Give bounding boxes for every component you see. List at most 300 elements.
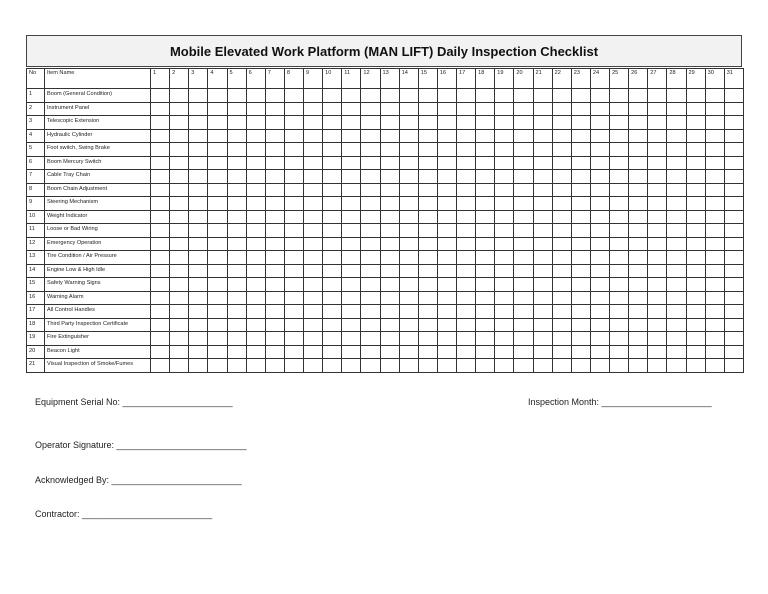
day-check-cell[interactable]: [552, 170, 571, 184]
day-check-cell[interactable]: [437, 251, 456, 265]
day-check-cell[interactable]: [686, 102, 705, 116]
day-check-cell[interactable]: [686, 345, 705, 359]
day-check-cell[interactable]: [705, 143, 724, 157]
day-check-cell[interactable]: [457, 170, 476, 184]
day-check-cell[interactable]: [552, 197, 571, 211]
day-check-cell[interactable]: [533, 156, 552, 170]
day-check-cell[interactable]: [457, 318, 476, 332]
day-check-cell[interactable]: [151, 156, 170, 170]
day-check-cell[interactable]: [208, 305, 227, 319]
day-check-cell[interactable]: [533, 224, 552, 238]
day-check-cell[interactable]: [399, 332, 418, 346]
day-check-cell[interactable]: [437, 305, 456, 319]
day-check-cell[interactable]: [361, 305, 380, 319]
day-check-cell[interactable]: [476, 116, 495, 130]
day-check-cell[interactable]: [552, 251, 571, 265]
day-check-cell[interactable]: [629, 170, 648, 184]
day-check-cell[interactable]: [151, 102, 170, 116]
day-check-cell[interactable]: [629, 318, 648, 332]
day-check-cell[interactable]: [533, 183, 552, 197]
day-check-cell[interactable]: [533, 129, 552, 143]
day-check-cell[interactable]: [246, 305, 265, 319]
day-check-cell[interactable]: [514, 359, 533, 373]
day-check-cell[interactable]: [208, 278, 227, 292]
day-check-cell[interactable]: [399, 129, 418, 143]
day-check-cell[interactable]: [533, 170, 552, 184]
day-check-cell[interactable]: [457, 224, 476, 238]
day-check-cell[interactable]: [418, 318, 437, 332]
day-check-cell[interactable]: [476, 197, 495, 211]
day-check-cell[interactable]: [495, 237, 514, 251]
day-check-cell[interactable]: [724, 170, 743, 184]
day-check-cell[interactable]: [476, 143, 495, 157]
day-check-cell[interactable]: [629, 345, 648, 359]
day-check-cell[interactable]: [648, 224, 667, 238]
day-check-cell[interactable]: [418, 102, 437, 116]
day-check-cell[interactable]: [514, 332, 533, 346]
day-check-cell[interactable]: [686, 318, 705, 332]
day-check-cell[interactable]: [476, 291, 495, 305]
day-check-cell[interactable]: [648, 210, 667, 224]
day-check-cell[interactable]: [418, 170, 437, 184]
day-check-cell[interactable]: [170, 345, 189, 359]
day-check-cell[interactable]: [552, 237, 571, 251]
day-check-cell[interactable]: [208, 224, 227, 238]
day-check-cell[interactable]: [514, 102, 533, 116]
day-check-cell[interactable]: [724, 224, 743, 238]
day-check-cell[interactable]: [323, 156, 342, 170]
day-check-cell[interactable]: [590, 116, 609, 130]
day-check-cell[interactable]: [476, 278, 495, 292]
day-check-cell[interactable]: [227, 359, 246, 373]
day-check-cell[interactable]: [342, 197, 361, 211]
day-check-cell[interactable]: [361, 183, 380, 197]
day-check-cell[interactable]: [265, 237, 284, 251]
day-check-cell[interactable]: [457, 359, 476, 373]
day-check-cell[interactable]: [418, 345, 437, 359]
day-check-cell[interactable]: [590, 224, 609, 238]
day-check-cell[interactable]: [208, 251, 227, 265]
day-check-cell[interactable]: [705, 291, 724, 305]
day-check-cell[interactable]: [590, 197, 609, 211]
day-check-cell[interactable]: [399, 143, 418, 157]
day-check-cell[interactable]: [457, 89, 476, 103]
day-check-cell[interactable]: [380, 318, 399, 332]
day-check-cell[interactable]: [667, 332, 686, 346]
day-check-cell[interactable]: [495, 89, 514, 103]
day-check-cell[interactable]: [323, 89, 342, 103]
day-check-cell[interactable]: [724, 183, 743, 197]
day-check-cell[interactable]: [284, 291, 303, 305]
day-check-cell[interactable]: [724, 318, 743, 332]
day-check-cell[interactable]: [686, 170, 705, 184]
day-check-cell[interactable]: [476, 129, 495, 143]
day-check-cell[interactable]: [227, 197, 246, 211]
day-check-cell[interactable]: [571, 116, 590, 130]
day-check-cell[interactable]: [304, 237, 323, 251]
day-check-cell[interactable]: [590, 278, 609, 292]
day-check-cell[interactable]: [571, 264, 590, 278]
day-check-cell[interactable]: [151, 129, 170, 143]
day-check-cell[interactable]: [246, 345, 265, 359]
day-check-cell[interactable]: [495, 305, 514, 319]
day-check-cell[interactable]: [246, 318, 265, 332]
day-check-cell[interactable]: [457, 237, 476, 251]
day-check-cell[interactable]: [457, 264, 476, 278]
day-check-cell[interactable]: [418, 197, 437, 211]
day-check-cell[interactable]: [571, 210, 590, 224]
day-check-cell[interactable]: [590, 332, 609, 346]
day-check-cell[interactable]: [342, 251, 361, 265]
day-check-cell[interactable]: [533, 102, 552, 116]
day-check-cell[interactable]: [304, 224, 323, 238]
day-check-cell[interactable]: [724, 305, 743, 319]
day-check-cell[interactable]: [724, 359, 743, 373]
day-check-cell[interactable]: [648, 305, 667, 319]
day-check-cell[interactable]: [610, 305, 629, 319]
day-check-cell[interactable]: [590, 359, 609, 373]
day-check-cell[interactable]: [246, 237, 265, 251]
day-check-cell[interactable]: [533, 278, 552, 292]
day-check-cell[interactable]: [361, 251, 380, 265]
day-check-cell[interactable]: [667, 143, 686, 157]
day-check-cell[interactable]: [265, 332, 284, 346]
day-check-cell[interactable]: [705, 116, 724, 130]
day-check-cell[interactable]: [571, 332, 590, 346]
day-check-cell[interactable]: [170, 156, 189, 170]
day-check-cell[interactable]: [170, 102, 189, 116]
day-check-cell[interactable]: [610, 116, 629, 130]
acknowledged-by-field[interactable]: Acknowledged By: __________________________: [35, 475, 242, 485]
day-check-cell[interactable]: [399, 278, 418, 292]
day-check-cell[interactable]: [151, 345, 170, 359]
day-check-cell[interactable]: [590, 102, 609, 116]
day-check-cell[interactable]: [361, 237, 380, 251]
day-check-cell[interactable]: [304, 291, 323, 305]
day-check-cell[interactable]: [170, 332, 189, 346]
day-check-cell[interactable]: [457, 291, 476, 305]
day-check-cell[interactable]: [323, 197, 342, 211]
day-check-cell[interactable]: [323, 278, 342, 292]
day-check-cell[interactable]: [610, 143, 629, 157]
day-check-cell[interactable]: [533, 237, 552, 251]
day-check-cell[interactable]: [227, 210, 246, 224]
day-check-cell[interactable]: [533, 318, 552, 332]
day-check-cell[interactable]: [399, 359, 418, 373]
day-check-cell[interactable]: [189, 156, 208, 170]
day-check-cell[interactable]: [304, 156, 323, 170]
day-check-cell[interactable]: [170, 278, 189, 292]
day-check-cell[interactable]: [399, 116, 418, 130]
day-check-cell[interactable]: [552, 210, 571, 224]
day-check-cell[interactable]: [342, 116, 361, 130]
day-check-cell[interactable]: [208, 345, 227, 359]
day-check-cell[interactable]: [170, 89, 189, 103]
day-check-cell[interactable]: [418, 237, 437, 251]
day-check-cell[interactable]: [610, 102, 629, 116]
day-check-cell[interactable]: [514, 156, 533, 170]
day-check-cell[interactable]: [705, 102, 724, 116]
day-check-cell[interactable]: [304, 102, 323, 116]
day-check-cell[interactable]: [629, 278, 648, 292]
day-check-cell[interactable]: [342, 89, 361, 103]
day-check-cell[interactable]: [380, 305, 399, 319]
day-check-cell[interactable]: [571, 318, 590, 332]
day-check-cell[interactable]: [227, 291, 246, 305]
day-check-cell[interactable]: [590, 170, 609, 184]
day-check-cell[interactable]: [265, 210, 284, 224]
day-check-cell[interactable]: [284, 251, 303, 265]
day-check-cell[interactable]: [399, 251, 418, 265]
day-check-cell[interactable]: [705, 305, 724, 319]
day-check-cell[interactable]: [437, 210, 456, 224]
day-check-cell[interactable]: [610, 264, 629, 278]
day-check-cell[interactable]: [361, 156, 380, 170]
day-check-cell[interactable]: [323, 305, 342, 319]
day-check-cell[interactable]: [246, 143, 265, 157]
day-check-cell[interactable]: [705, 359, 724, 373]
day-check-cell[interactable]: [246, 156, 265, 170]
day-check-cell[interactable]: [648, 129, 667, 143]
day-check-cell[interactable]: [227, 224, 246, 238]
inspection-month-field[interactable]: Inspection Month: ______________________: [528, 397, 712, 407]
day-check-cell[interactable]: [514, 170, 533, 184]
day-check-cell[interactable]: [705, 345, 724, 359]
day-check-cell[interactable]: [648, 237, 667, 251]
day-check-cell[interactable]: [151, 89, 170, 103]
day-check-cell[interactable]: [342, 156, 361, 170]
day-check-cell[interactable]: [610, 359, 629, 373]
day-check-cell[interactable]: [265, 170, 284, 184]
day-check-cell[interactable]: [667, 237, 686, 251]
day-check-cell[interactable]: [514, 291, 533, 305]
day-check-cell[interactable]: [361, 345, 380, 359]
day-check-cell[interactable]: [610, 291, 629, 305]
day-check-cell[interactable]: [590, 237, 609, 251]
day-check-cell[interactable]: [342, 129, 361, 143]
day-check-cell[interactable]: [629, 156, 648, 170]
day-check-cell[interactable]: [629, 197, 648, 211]
day-check-cell[interactable]: [724, 237, 743, 251]
day-check-cell[interactable]: [189, 183, 208, 197]
day-check-cell[interactable]: [399, 183, 418, 197]
day-check-cell[interactable]: [514, 197, 533, 211]
day-check-cell[interactable]: [284, 143, 303, 157]
day-check-cell[interactable]: [304, 278, 323, 292]
day-check-cell[interactable]: [648, 197, 667, 211]
day-check-cell[interactable]: [189, 102, 208, 116]
day-check-cell[interactable]: [361, 332, 380, 346]
day-check-cell[interactable]: [552, 345, 571, 359]
day-check-cell[interactable]: [667, 210, 686, 224]
day-check-cell[interactable]: [151, 305, 170, 319]
day-check-cell[interactable]: [380, 129, 399, 143]
day-check-cell[interactable]: [514, 116, 533, 130]
day-check-cell[interactable]: [265, 102, 284, 116]
day-check-cell[interactable]: [246, 332, 265, 346]
day-check-cell[interactable]: [667, 183, 686, 197]
day-check-cell[interactable]: [246, 251, 265, 265]
day-check-cell[interactable]: [724, 116, 743, 130]
day-check-cell[interactable]: [571, 305, 590, 319]
day-check-cell[interactable]: [705, 183, 724, 197]
day-check-cell[interactable]: [399, 170, 418, 184]
day-check-cell[interactable]: [361, 197, 380, 211]
day-check-cell[interactable]: [724, 278, 743, 292]
day-check-cell[interactable]: [227, 278, 246, 292]
day-check-cell[interactable]: [304, 129, 323, 143]
day-check-cell[interactable]: [552, 318, 571, 332]
day-check-cell[interactable]: [361, 359, 380, 373]
day-check-cell[interactable]: [667, 305, 686, 319]
day-check-cell[interactable]: [686, 251, 705, 265]
day-check-cell[interactable]: [380, 102, 399, 116]
day-check-cell[interactable]: [284, 102, 303, 116]
day-check-cell[interactable]: [686, 278, 705, 292]
day-check-cell[interactable]: [189, 170, 208, 184]
day-check-cell[interactable]: [342, 305, 361, 319]
day-check-cell[interactable]: [189, 278, 208, 292]
day-check-cell[interactable]: [610, 251, 629, 265]
day-check-cell[interactable]: [533, 332, 552, 346]
day-check-cell[interactable]: [323, 170, 342, 184]
day-check-cell[interactable]: [629, 332, 648, 346]
day-check-cell[interactable]: [151, 116, 170, 130]
day-check-cell[interactable]: [304, 170, 323, 184]
day-check-cell[interactable]: [533, 210, 552, 224]
day-check-cell[interactable]: [208, 264, 227, 278]
day-check-cell[interactable]: [170, 264, 189, 278]
day-check-cell[interactable]: [476, 305, 495, 319]
day-check-cell[interactable]: [189, 237, 208, 251]
day-check-cell[interactable]: [418, 332, 437, 346]
day-check-cell[interactable]: [399, 291, 418, 305]
day-check-cell[interactable]: [552, 291, 571, 305]
day-check-cell[interactable]: [667, 89, 686, 103]
day-check-cell[interactable]: [284, 264, 303, 278]
day-check-cell[interactable]: [437, 170, 456, 184]
day-check-cell[interactable]: [437, 116, 456, 130]
day-check-cell[interactable]: [265, 359, 284, 373]
day-check-cell[interactable]: [686, 332, 705, 346]
day-check-cell[interactable]: [304, 318, 323, 332]
day-check-cell[interactable]: [476, 89, 495, 103]
day-check-cell[interactable]: [629, 183, 648, 197]
day-check-cell[interactable]: [151, 224, 170, 238]
day-check-cell[interactable]: [189, 251, 208, 265]
day-check-cell[interactable]: [571, 237, 590, 251]
day-check-cell[interactable]: [399, 305, 418, 319]
day-check-cell[interactable]: [667, 345, 686, 359]
day-check-cell[interactable]: [514, 89, 533, 103]
day-check-cell[interactable]: [284, 89, 303, 103]
day-check-cell[interactable]: [457, 305, 476, 319]
day-check-cell[interactable]: [361, 170, 380, 184]
day-check-cell[interactable]: [724, 345, 743, 359]
day-check-cell[interactable]: [533, 116, 552, 130]
day-check-cell[interactable]: [342, 237, 361, 251]
day-check-cell[interactable]: [246, 264, 265, 278]
day-check-cell[interactable]: [284, 345, 303, 359]
day-check-cell[interactable]: [189, 305, 208, 319]
day-check-cell[interactable]: [304, 116, 323, 130]
day-check-cell[interactable]: [265, 305, 284, 319]
day-check-cell[interactable]: [667, 251, 686, 265]
day-check-cell[interactable]: [514, 129, 533, 143]
day-check-cell[interactable]: [227, 264, 246, 278]
day-check-cell[interactable]: [590, 291, 609, 305]
day-check-cell[interactable]: [323, 102, 342, 116]
day-check-cell[interactable]: [686, 156, 705, 170]
day-check-cell[interactable]: [495, 318, 514, 332]
day-check-cell[interactable]: [495, 278, 514, 292]
day-check-cell[interactable]: [705, 170, 724, 184]
day-check-cell[interactable]: [170, 183, 189, 197]
day-check-cell[interactable]: [304, 332, 323, 346]
day-check-cell[interactable]: [418, 116, 437, 130]
day-check-cell[interactable]: [418, 210, 437, 224]
day-check-cell[interactable]: [170, 251, 189, 265]
day-check-cell[interactable]: [189, 224, 208, 238]
day-check-cell[interactable]: [418, 251, 437, 265]
day-check-cell[interactable]: [724, 156, 743, 170]
day-check-cell[interactable]: [170, 305, 189, 319]
day-check-cell[interactable]: [170, 291, 189, 305]
day-check-cell[interactable]: [667, 156, 686, 170]
day-check-cell[interactable]: [380, 359, 399, 373]
operator-signature-field[interactable]: Operator Signature: __________________________: [35, 440, 247, 450]
day-check-cell[interactable]: [437, 156, 456, 170]
day-check-cell[interactable]: [380, 183, 399, 197]
day-check-cell[interactable]: [284, 129, 303, 143]
day-check-cell[interactable]: [380, 345, 399, 359]
day-check-cell[interactable]: [342, 359, 361, 373]
day-check-cell[interactable]: [667, 291, 686, 305]
day-check-cell[interactable]: [418, 143, 437, 157]
day-check-cell[interactable]: [418, 305, 437, 319]
day-check-cell[interactable]: [724, 291, 743, 305]
day-check-cell[interactable]: [265, 183, 284, 197]
day-check-cell[interactable]: [495, 143, 514, 157]
day-check-cell[interactable]: [323, 264, 342, 278]
day-check-cell[interactable]: [686, 116, 705, 130]
day-check-cell[interactable]: [380, 89, 399, 103]
day-check-cell[interactable]: [151, 197, 170, 211]
day-check-cell[interactable]: [246, 224, 265, 238]
day-check-cell[interactable]: [552, 264, 571, 278]
day-check-cell[interactable]: [552, 156, 571, 170]
day-check-cell[interactable]: [304, 143, 323, 157]
day-check-cell[interactable]: [170, 237, 189, 251]
day-check-cell[interactable]: [590, 318, 609, 332]
day-check-cell[interactable]: [457, 278, 476, 292]
day-check-cell[interactable]: [418, 156, 437, 170]
day-check-cell[interactable]: [552, 332, 571, 346]
day-check-cell[interactable]: [227, 183, 246, 197]
day-check-cell[interactable]: [380, 237, 399, 251]
day-check-cell[interactable]: [399, 237, 418, 251]
day-check-cell[interactable]: [533, 197, 552, 211]
day-check-cell[interactable]: [667, 224, 686, 238]
day-check-cell[interactable]: [265, 116, 284, 130]
day-check-cell[interactable]: [552, 102, 571, 116]
day-check-cell[interactable]: [437, 89, 456, 103]
day-check-cell[interactable]: [246, 116, 265, 130]
day-check-cell[interactable]: [380, 224, 399, 238]
day-check-cell[interactable]: [361, 264, 380, 278]
day-check-cell[interactable]: [495, 156, 514, 170]
day-check-cell[interactable]: [189, 116, 208, 130]
